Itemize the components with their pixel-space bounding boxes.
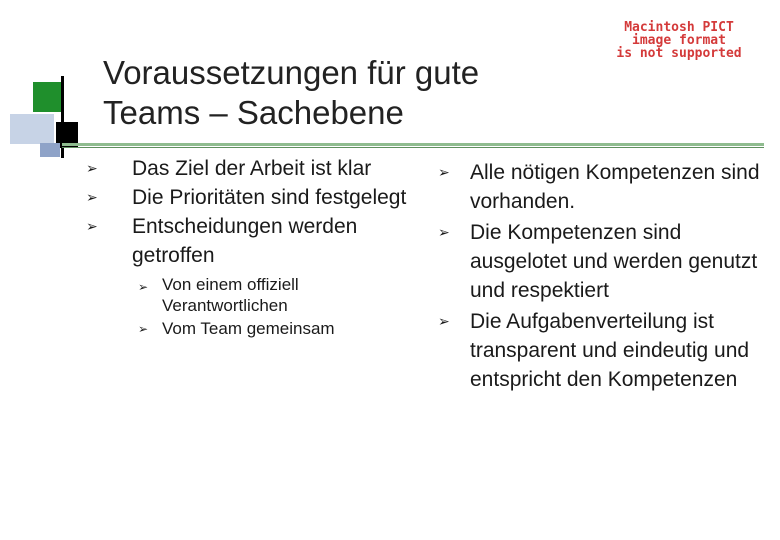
- sub-list-item: [86, 274, 426, 316]
- title-underline: [62, 143, 764, 146]
- list-item: [438, 158, 768, 216]
- left-bullet-column: [86, 154, 426, 342]
- slide-title: [103, 53, 479, 133]
- list-item: [86, 183, 426, 212]
- unsupported-image-placeholder: [598, 21, 760, 60]
- sub-list: [86, 274, 426, 342]
- arrow-bullet-icon: ➢: [138, 280, 149, 294]
- list-item: [438, 307, 768, 394]
- right-bullet-column: [438, 158, 768, 396]
- list-item-text: Alle nötigen Kompetenzen sind vorhanden.: [470, 161, 760, 213]
- arrow-bullet-icon: ➢: [86, 189, 98, 205]
- arrow-bullet-icon: ➢: [138, 322, 149, 336]
- sub-list-item-text: Von einem offiziell Verantwortlichen: [162, 275, 299, 315]
- decorative-block-light-blue: [10, 114, 54, 144]
- list-item-text: Die Prioritäten sind festgelegt: [132, 186, 407, 209]
- arrow-bullet-icon: ➢: [86, 160, 98, 176]
- sub-list-item: [86, 316, 426, 342]
- arrow-bullet-icon: ➢: [86, 218, 98, 234]
- list-item-text: Die Aufgabenverteilung ist transparent und eindeutig und entspricht den Kompetenzen: [470, 310, 750, 391]
- decorative-block-green: [33, 82, 63, 112]
- list-item-text: Das Ziel der Arbeit ist klar: [132, 157, 372, 180]
- slide-title-line1: Voraussetzungen für gute: [103, 54, 480, 91]
- arrow-bullet-icon: ➢: [438, 164, 450, 180]
- pict-notice-line: image format: [632, 33, 726, 48]
- list-item-text: Die Kompetenzen sind ausgelotet und werden genutzt und respektiert: [470, 221, 758, 302]
- arrow-bullet-icon: ➢: [438, 313, 450, 329]
- pict-notice-line: Macintosh PICT: [624, 20, 734, 35]
- arrow-bullet-icon: ➢: [438, 224, 450, 240]
- list-item: [86, 212, 426, 270]
- slide-title-line2: Teams – Sachebene: [103, 94, 404, 131]
- title-underline-thin: [62, 147, 764, 148]
- list-item: [438, 218, 768, 305]
- list-item-text: Entscheidungen werden getroffen: [132, 215, 358, 267]
- sub-list-item-text: Vom Team gemeinsam: [162, 319, 335, 338]
- list-item: [86, 154, 426, 183]
- pict-notice-line: is not supported: [616, 46, 742, 61]
- decorative-block-blue: [40, 143, 60, 157]
